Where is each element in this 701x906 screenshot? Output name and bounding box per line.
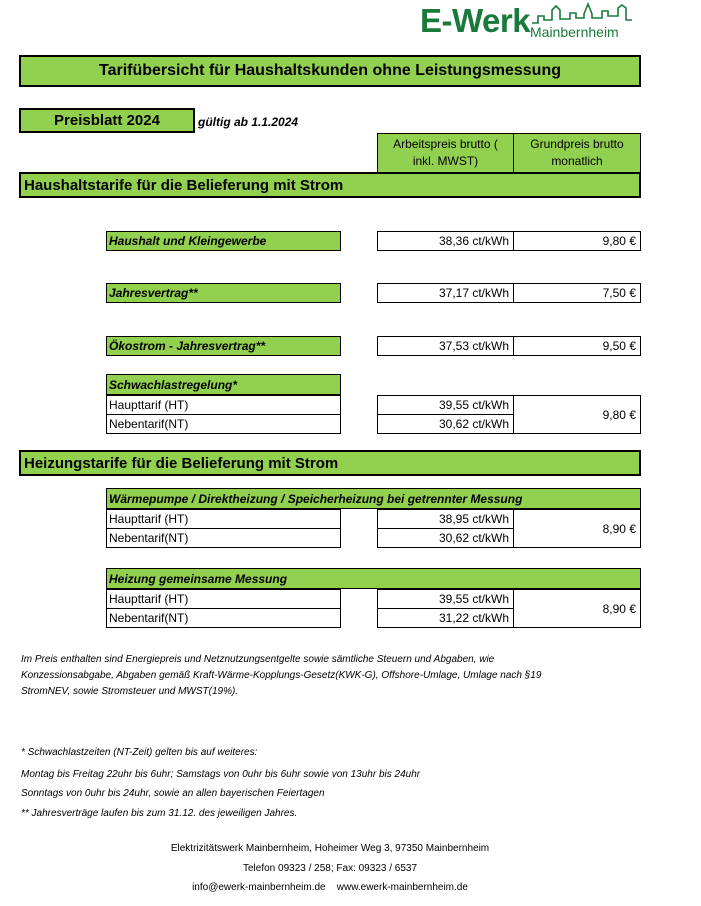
footer-email-link[interactable]: info@ewerk-mainbernheim.de xyxy=(192,882,326,893)
section-heading-heizung: Heizungstarife für die Belieferung mit Strom xyxy=(19,450,641,476)
note-montag: Montag bis Freitag 22uhr bis 6uhr; Samstags von 0uhr bis 6uhr sowie von 13uhr bis 24uhr xyxy=(21,769,421,780)
grundpreis-haushalt: 9,80 € xyxy=(513,231,641,251)
logo-brand: E-Werk xyxy=(420,2,531,39)
schwachlast-ht-price: 39,55 ct/kWh xyxy=(377,395,514,415)
column-header-arbeitspreis: Arbeitspreis brutto ( inkl. MWST) xyxy=(377,133,514,173)
schwachlast-grundpreis: 9,80 € xyxy=(513,395,641,434)
grundpreis-jahresvertrag: 7,50 € xyxy=(513,283,641,303)
gueltig-label: gültig ab 1.1.2024 xyxy=(198,115,299,129)
schwachlast-ht-label: Haupttarif (HT) xyxy=(106,395,341,415)
tarif-name-haushalt: Haushalt und Kleingewerbe xyxy=(106,231,341,251)
footer-web-link[interactable]: www.ewerk-mainbernheim.de xyxy=(336,882,468,893)
tarif-name-schwachlast: Schwachlastregelung* xyxy=(106,374,341,395)
tarif-name-jahresvertrag: Jahresvertrag** xyxy=(106,283,341,303)
footer-address: Elektrizitätswerk Mainbernheim, Hoheimer Weg 3, 97350 Mainbernheim xyxy=(170,843,490,854)
logo xyxy=(420,2,634,42)
footer-phone: Telefon 09323 / 258; Fax: 09323 / 6537 xyxy=(242,863,418,874)
footer-contact xyxy=(0,882,660,893)
note-schwachlast: * Schwachlastzeiten (NT-Zeit) gelten bis auf weiteres: xyxy=(21,747,258,758)
heizung-ht-label: Haupttarif (HT) xyxy=(106,589,341,609)
tarif-name-waermepumpe: Wärmepumpe / Direktheizung / Speicherheizung bei getrennter Messung xyxy=(106,488,641,509)
column-header-grundpreis: Grundpreis brutto monatlich xyxy=(513,133,641,173)
skyline-icon xyxy=(532,2,632,24)
grundpreis-oekostrom: 9,50 € xyxy=(513,336,641,356)
schwachlast-nt-price: 30,62 ct/kWh xyxy=(377,414,514,434)
arbeitspreis-haushalt: 38,36 ct/kWh xyxy=(377,231,514,251)
note-sonntag: Sonntags von 0uhr bis 24uhr, sowie an allen bayerischen Feiertagen xyxy=(21,788,325,799)
logo-town: Mainbernheim xyxy=(530,24,619,40)
preisblatt-label: Preisblatt 2024 xyxy=(19,108,195,133)
waermepumpe-ht-price: 38,95 ct/kWh xyxy=(377,509,514,529)
arbeitspreis-oekostrom: 37,53 ct/kWh xyxy=(377,336,514,356)
waermepumpe-ht-label: Haupttarif (HT) xyxy=(106,509,341,529)
waermepumpe-nt-price: 30,62 ct/kWh xyxy=(377,528,514,548)
heizung-nt-price: 31,22 ct/kWh xyxy=(377,608,514,628)
waermepumpe-nt-label: Nebentarif(NT) xyxy=(106,528,341,548)
heizung-grundpreis: 8,90 € xyxy=(513,589,641,628)
arbeitspreis-jahresvertrag: 37,17 ct/kWh xyxy=(377,283,514,303)
note-jahresvertrag: ** Jahresverträge laufen bis zum 31.12. des jeweiligen Jahres. xyxy=(21,808,298,819)
schwachlast-nt-label: Nebentarif(NT) xyxy=(106,414,341,434)
heizung-nt-label: Nebentarif(NT) xyxy=(106,608,341,628)
page-title: Tarifübersicht für Haushaltskunden ohne Leistungsmessung xyxy=(19,55,641,87)
heizung-ht-price: 39,55 ct/kWh xyxy=(377,589,514,609)
waermepumpe-grundpreis: 8,90 € xyxy=(513,509,641,548)
note-preis: Im Preis enthalten sind Energiepreis und Netznutzungsentgelte sowie sämtliche Steuern und Abgaben, wie Konzessionsabgabe, Abgaben gemäß Kraft-Wärme-Kopplungs-Gesetz(KWK-G), Offshore-Umlage, Umlage nach §19 StromNEV, sowie Stromsteuer und MWST(19%). xyxy=(21,654,542,697)
section-heading-strom: Haushaltstarife für die Belieferung mit Strom xyxy=(19,172,641,198)
tarif-name-oekostrom: Ökostrom - Jahresvertrag** xyxy=(106,336,341,356)
tarif-name-heizung-gemeinsam: Heizung gemeinsame Messung xyxy=(106,568,641,589)
